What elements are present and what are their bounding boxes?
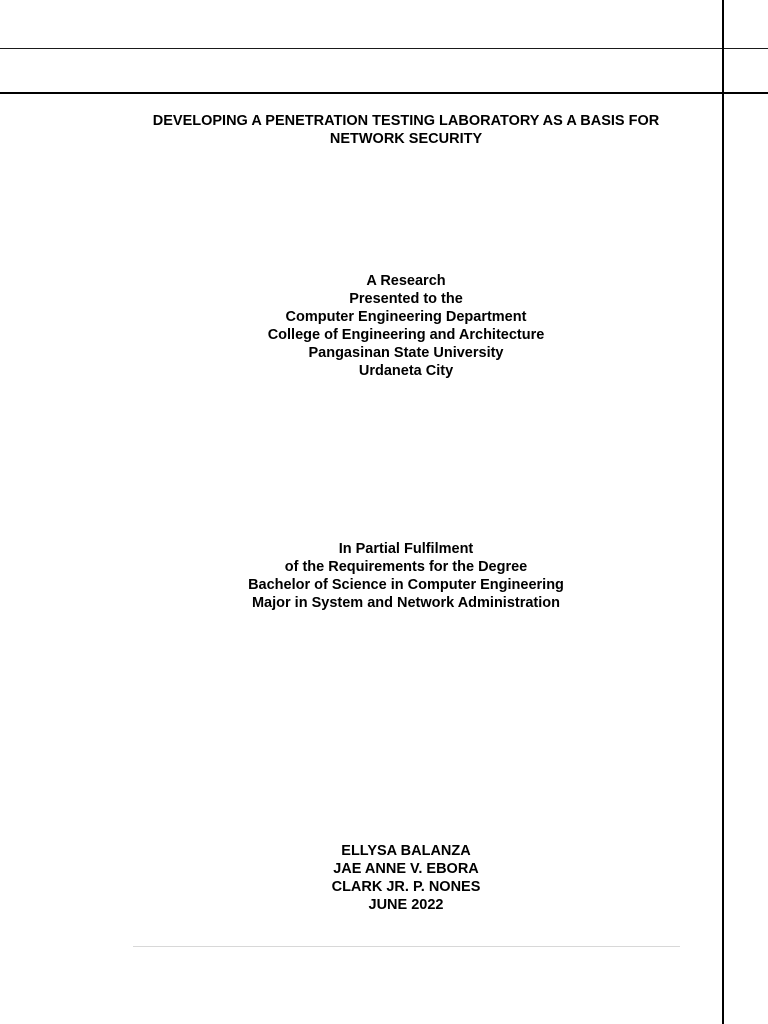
presentation-line: College of Engineering and Architecture — [267, 327, 545, 343]
margin-rule-vertical — [722, 0, 724, 1024]
thesis-title — [90, 112, 722, 148]
presentation-line: Presented to the — [349, 291, 463, 307]
author-name: CLARK JR. P. NONES — [331, 879, 481, 895]
thesis-title-line: NETWORK SECURITY — [329, 131, 483, 147]
header-rule-thin-right — [723, 48, 768, 49]
presentation-block — [90, 272, 722, 380]
author-name: ELLYSA BALANZA — [341, 843, 471, 859]
fulfilment-line: of the Requirements for the Degree — [284, 559, 528, 575]
presentation-line: A Research — [366, 273, 446, 289]
thesis-title-line: DEVELOPING A PENETRATION TESTING LABORATORY AS A BASIS FOR — [152, 113, 660, 129]
authors-block — [90, 842, 722, 914]
presentation-line: Pangasinan State University — [308, 345, 504, 361]
submission-date: JUNE 2022 — [368, 897, 444, 913]
fulfilment-line: Bachelor of Science in Computer Engineering — [248, 577, 564, 593]
fulfilment-block — [90, 540, 722, 612]
presentation-line: Computer Engineering Department — [285, 309, 527, 325]
fulfilment-line: In Partial Fulfilment — [338, 541, 474, 557]
fulfilment-line: Major in System and Network Administration — [251, 595, 561, 611]
header-rule-thin — [0, 48, 723, 49]
header-rule-thick — [0, 92, 768, 94]
author-name: JAE ANNE V. EBORA — [333, 861, 479, 877]
footer-rule — [133, 946, 680, 947]
presentation-line: Urdaneta City — [358, 363, 454, 379]
